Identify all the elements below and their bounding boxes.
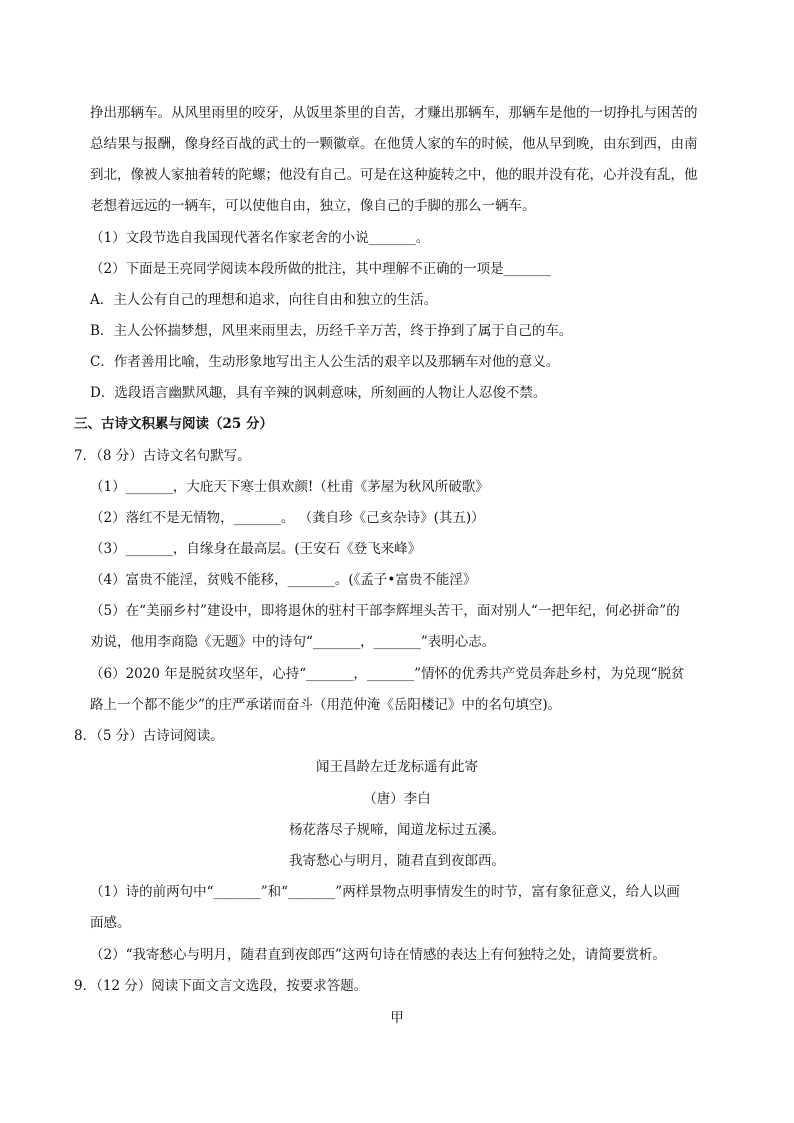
q7-stem: 7．（8 分）古诗文名句默写。: [74, 448, 251, 464]
q7-item-5-cont: 劝说，他用李商隐《无题》中的诗句“_______，_______”表明心志。: [90, 634, 496, 650]
q8-sub1-cont: 面感。: [90, 915, 131, 931]
passage-line-2: 总结果与报酬，像身经百战的武士的一颗徽章。在他赁人家的车的时候，他从早到晚，由东到西，由南: [90, 136, 698, 152]
passage-line-1: 挣出那辆车。从风里雨里的咬牙，从饭里茶里的自苦，才赚出那辆车，那辆车是他的一切挣扎与困苦的: [90, 105, 698, 121]
poem-line-1: 杨花落尽子规啼，闻道龙标过五溪。: [289, 822, 505, 838]
passage-line-4: 老想着远远的一辆车，可以使他自由，独立，像自己的手脚的那么一辆车。: [90, 198, 536, 214]
poem-title: 闻王昌龄左迁龙标遥有此寄: [316, 759, 478, 775]
q8-sub1: （1）诗的前两句中“_______”和“_______”两样景物点明事情发生的时节，富有象征意义，给人以画: [90, 884, 680, 900]
q7-item-6-cont: 路上一个都不能少”的庄严承诺而奋斗（用范仲淹《岳阳楼记》中的名句填空)。: [90, 697, 562, 713]
passage-line-3: 到北，像被人家抽着转的陀螺；他没有自己。可是在这种旋转之中，他的眼并没有花，心并没有乱，他: [90, 167, 698, 183]
q7-item-4: （4）富贵不能淫，贫贱不能移，_______。(《孟子•富贵不能淫》: [90, 572, 477, 588]
q7-item-2: （2）落红不是无情物，_______。 （龚自珍《己亥杂诗》(其五)）: [90, 510, 485, 526]
q7-item-6: （6）2020 年是脱贫攻坚年，心持“_______，_______”情怀的优秀共产党员奔赴乡村，为兑现“脱贫: [90, 666, 685, 682]
q6-option-d: D．选段语言幽默风趣，具有辛辣的讽刺意味，所刻画的人物让人忍俊不禁。: [90, 385, 547, 401]
q6-sub2: （2）下面是王亮同学阅读本段所做的批注，其中理解不正确的一项是_______: [90, 261, 551, 277]
q7-item-3: （3）_______，自缘身在最高层。(王安石《登飞来峰》: [90, 541, 422, 557]
poem-author: （唐）李白: [363, 791, 431, 807]
q8-stem: 8．（5 分）古诗词阅读。: [74, 728, 224, 744]
q6-option-a: A．主人公有自己的理想和追求，向往自由和独立的生活。: [90, 292, 438, 308]
q6-option-c: C．作者善用比喻，生动形象地写出主人公生活的艰辛以及那辆车对他的意义。: [90, 354, 560, 370]
q7-item-1: （1）_______，大庇天下寒士俱欢颜!（杜甫《茅屋为秋风所破歌》: [90, 479, 489, 495]
q9-passage-label: 甲: [390, 1010, 404, 1026]
q6-sub1: （1）文段节选自我国现代著名作家老舍的小说_______。: [90, 230, 430, 246]
q8-sub2: （2）“我寄愁心与明月，随君直到夜郎西”这两句诗在情感的表达上有何独特之处，请简要赏析。: [90, 947, 666, 963]
q7-item-5: （5）在“美丽乡村”建设中，即将退休的驻村干部李辉埋头苦干，面对别人“一把年纪，何必拼命”的: [90, 603, 680, 619]
poem-line-2: 我寄愁心与明月，随君直到夜郎西。: [289, 853, 505, 869]
q9-stem: 9．（12 分）阅读下面文言文选段，按要求答题。: [74, 978, 368, 994]
section-3-title: 三、古诗文积累与阅读（25 分）: [74, 416, 273, 432]
q6-option-b: B．主人公怀揣梦想，风里来雨里去，历经千辛万苦，终于挣到了属于自己的车。: [90, 323, 573, 339]
